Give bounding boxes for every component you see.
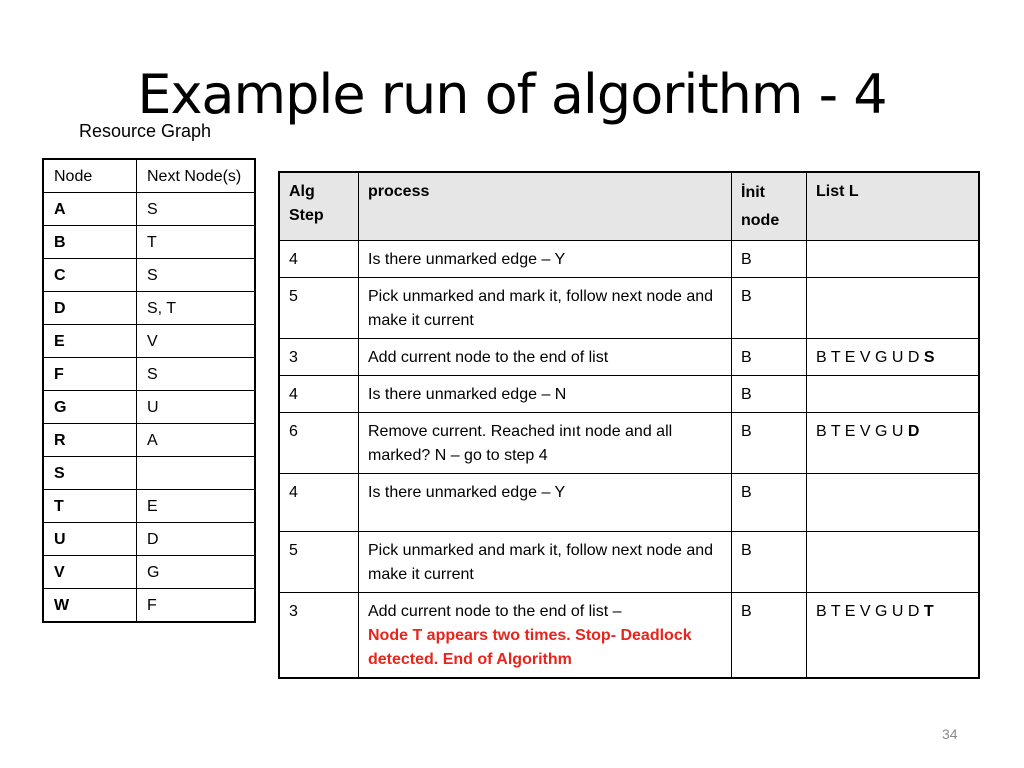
process-text: Is there unmarked edge – N	[368, 386, 567, 403]
next-node-cell: S, T	[137, 292, 256, 325]
list-cell	[807, 413, 980, 474]
table-row	[43, 325, 255, 358]
process-text: Pick unmarked and mark it, follow next node and make it current	[368, 542, 714, 583]
node-cell: D	[43, 292, 137, 325]
process-cell	[359, 474, 732, 532]
next-node-cell: S	[137, 358, 256, 391]
next-node-cell: V	[137, 325, 256, 358]
init-node-cell: B	[732, 532, 807, 593]
process-text: Pick unmarked and mark it, follow next node and make it current	[368, 288, 714, 329]
list-last-node: S	[923, 349, 935, 366]
step-cell: 3	[279, 593, 359, 679]
step-cell: 4	[279, 241, 359, 278]
list-cell	[807, 532, 980, 593]
deadlock-note: Node T appears two times. Stop- Deadlock detected. End of Algorithm	[368, 627, 692, 668]
table-row	[43, 424, 255, 457]
list-last-node: T	[923, 603, 934, 620]
step-cell: 5	[279, 532, 359, 593]
node-cell: C	[43, 259, 137, 292]
process-text: Is there unmarked edge – Y	[368, 484, 566, 501]
step-cell: 5	[279, 278, 359, 339]
table-row	[43, 193, 255, 226]
init-node-cell: B	[732, 241, 807, 278]
next-node-cell: U	[137, 391, 256, 424]
table-row	[279, 532, 979, 593]
table-row	[43, 589, 255, 623]
table-row	[279, 593, 979, 679]
process-cell	[359, 532, 732, 593]
node-cell: R	[43, 424, 137, 457]
process-text: Remove current. Reached inıt node and all marked? N – go to step 4	[368, 423, 673, 464]
list-text: B T E V G U D	[816, 603, 924, 620]
table-row	[279, 339, 979, 376]
table-header-row	[43, 159, 255, 193]
process-cell	[359, 413, 732, 474]
node-cell: A	[43, 193, 137, 226]
init-node-cell: B	[732, 339, 807, 376]
table-row	[279, 413, 979, 474]
list-cell	[807, 339, 980, 376]
table-row	[279, 241, 979, 278]
next-node-cell: T	[137, 226, 256, 259]
next-node-cell: S	[137, 259, 256, 292]
table-row	[43, 391, 255, 424]
process-text: Is there unmarked edge – Y	[368, 251, 566, 268]
slide-title: Example run of algorithm - 4	[137, 63, 887, 126]
init-node-cell: B	[732, 376, 807, 413]
next-node-cell: F	[137, 589, 256, 623]
process-cell	[359, 241, 732, 278]
header-alg-step: Alg Step	[279, 172, 359, 241]
process-cell	[359, 339, 732, 376]
node-cell: B	[43, 226, 137, 259]
table-header-row	[279, 172, 979, 241]
table-row	[43, 259, 255, 292]
list-last-node: D	[907, 423, 920, 440]
table-row	[43, 457, 255, 490]
table-row	[43, 556, 255, 589]
header-process: process	[359, 172, 732, 241]
process-text: Add current node to the end of list	[368, 349, 609, 366]
process-cell	[359, 278, 732, 339]
list-text: B T E V G U	[816, 423, 908, 440]
node-cell: W	[43, 589, 137, 623]
step-cell: 4	[279, 376, 359, 413]
table-row	[43, 226, 255, 259]
list-cell	[807, 241, 980, 278]
init-node-cell: B	[732, 474, 807, 532]
resource-graph-table	[42, 158, 256, 623]
table-row	[43, 490, 255, 523]
table-row	[43, 292, 255, 325]
next-node-cell: G	[137, 556, 256, 589]
init-node-cell: B	[732, 413, 807, 474]
init-node-cell: B	[732, 593, 807, 679]
step-cell: 4	[279, 474, 359, 532]
node-cell: U	[43, 523, 137, 556]
list-cell	[807, 278, 980, 339]
table-row	[43, 523, 255, 556]
next-node-cell: A	[137, 424, 256, 457]
table-row	[279, 278, 979, 339]
init-node-cell: B	[732, 278, 807, 339]
step-cell: 3	[279, 339, 359, 376]
list-text: B T E V G U D	[816, 349, 924, 366]
resource-graph-label: Resource Graph	[79, 121, 212, 141]
node-cell: E	[43, 325, 137, 358]
table-row	[43, 358, 255, 391]
header-init-node: İnit node	[732, 172, 807, 241]
next-node-cell: D	[137, 523, 256, 556]
node-cell: G	[43, 391, 137, 424]
list-cell	[807, 593, 980, 679]
node-cell: T	[43, 490, 137, 523]
list-cell	[807, 474, 980, 532]
next-node-cell: S	[137, 193, 256, 226]
process-text: Add current node to the end of list –	[368, 603, 622, 620]
next-node-cell	[137, 457, 256, 490]
page-number: 34	[942, 726, 958, 742]
table-row	[279, 376, 979, 413]
step-cell: 6	[279, 413, 359, 474]
node-cell: F	[43, 358, 137, 391]
header-next-nodes: Next Node(s)	[137, 159, 256, 193]
list-cell	[807, 376, 980, 413]
header-list-l: List L	[807, 172, 980, 241]
node-cell: S	[43, 457, 137, 490]
algorithm-steps-table	[278, 171, 980, 679]
node-cell: V	[43, 556, 137, 589]
header-node: Node	[43, 159, 137, 193]
process-cell	[359, 376, 732, 413]
table-row	[279, 474, 979, 532]
next-node-cell: E	[137, 490, 256, 523]
process-cell	[359, 593, 732, 679]
